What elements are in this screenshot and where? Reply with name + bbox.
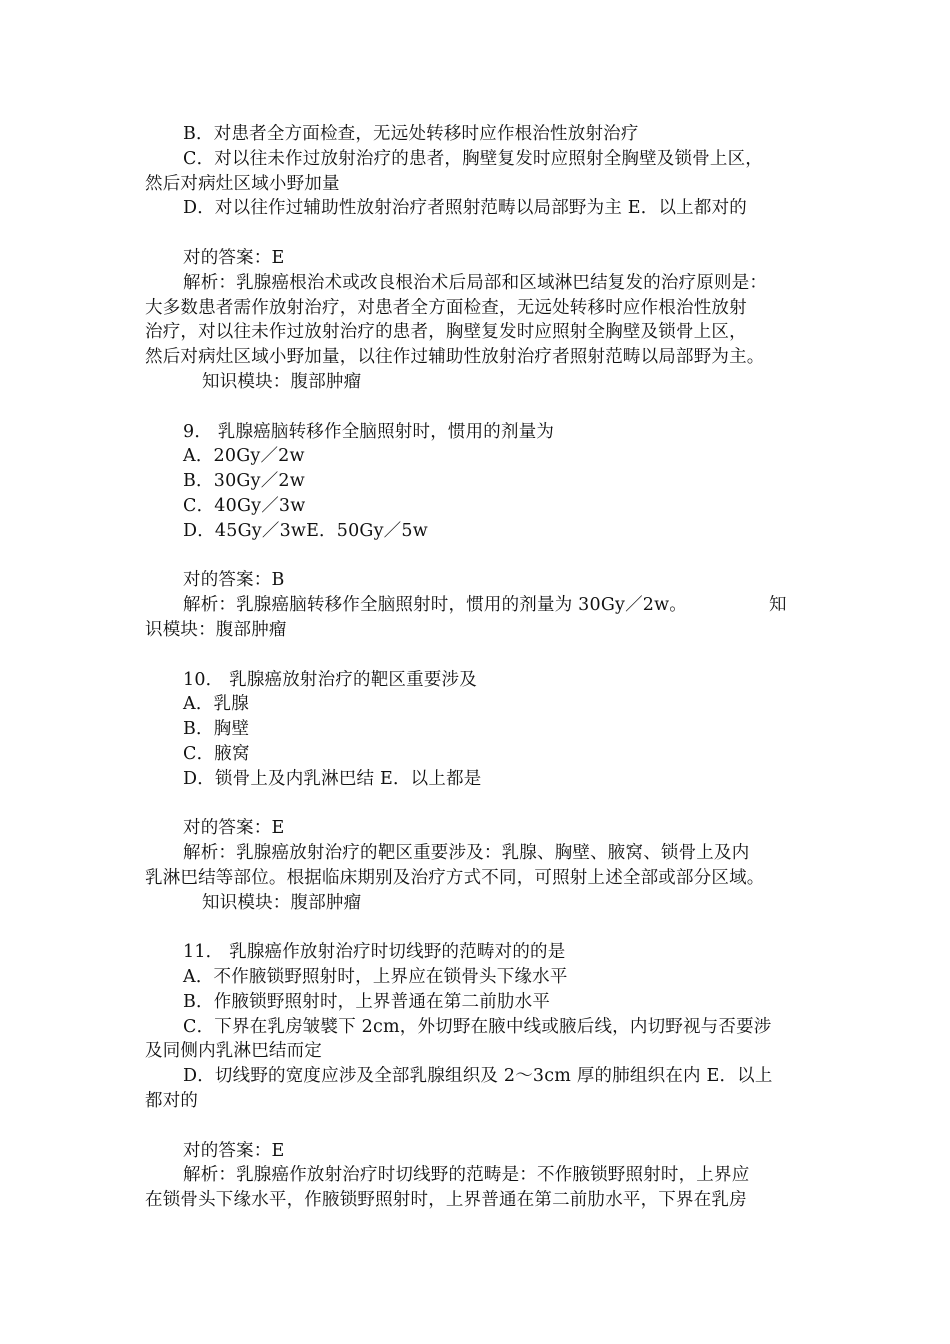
knowledge-module-line: 识模块：腹部肿瘤 xyxy=(145,619,287,640)
question-10-line: 10． 乳腺癌放射治疗的靶区重要涉及 xyxy=(183,669,477,690)
option-d-e-line: D．切线野的宽度应涉及全部乳腺组织及 2～3cm 厚的肺组织在内 E．以上 xyxy=(183,1066,773,1087)
question-9-line: 9． 乳腺癌脑转移作全脑照射时，惯用的剂量为 xyxy=(183,421,555,442)
analysis-line xyxy=(145,593,827,618)
analysis-continuation-line: 治疗，对以往未作过放射治疗的患者，胸壁复发时应照射全胸壁及锁骨上区， xyxy=(145,322,747,343)
option-c-line: C．腋窝 xyxy=(183,743,250,764)
option-c-continuation-line: 然后对病灶区域小野加量 xyxy=(145,173,340,194)
blank-line xyxy=(145,916,827,941)
analysis-line: 解析：乳腺癌放射治疗的靶区重要涉及：乳腺、胸壁、腋窝、锁骨上及内 xyxy=(183,843,750,864)
knowledge-module-line: 知识模块：腹部肿瘤 xyxy=(202,892,362,913)
option-c-line: C．40Gy／3w xyxy=(183,495,306,516)
blank-line xyxy=(145,792,827,817)
option-a-line: A．20Gy／2w xyxy=(183,446,305,467)
option-a-line: A．乳腺 xyxy=(183,694,249,715)
answer-line: 对的答案：B xyxy=(183,570,285,591)
option-b-line: B．30Gy／2w xyxy=(183,471,305,492)
analysis-text: 解析：乳腺癌脑转移作全脑照射时，惯用的剂量为 30Gy／2w。 xyxy=(183,595,688,616)
document-body xyxy=(145,122,827,1213)
blank-line xyxy=(145,1114,827,1139)
analysis-line: 解析：乳腺癌根治术或改良根治术后局部和区域淋巴结复发的治疗原则是： xyxy=(183,272,768,293)
option-a-line: A．不作腋锁野照射时，上界应在锁骨头下缘水平 xyxy=(183,967,568,988)
blank-line xyxy=(145,544,827,569)
option-b-line: B．对患者全方面检查，无远处转移时应作根治性放射治疗 xyxy=(183,124,639,144)
answer-line: 对的答案：E xyxy=(183,1140,285,1161)
knowledge-module-prefix: 知 xyxy=(769,595,787,616)
blank-line xyxy=(145,643,827,668)
blank-line xyxy=(145,221,827,246)
analysis-continuation-line: 乳淋巴结等部位。根据临床期别及治疗方式不同，可照射上述全部或部分区域。 xyxy=(145,867,765,888)
analysis-continuation-line: 大多数患者需作放射治疗，对患者全方面检查，无远处转移时应作根治性放射 xyxy=(145,297,747,318)
option-c-line: C．对以往未作过放射治疗的患者，胸壁复发时应照射全胸壁及锁骨上区， xyxy=(183,148,763,169)
option-d-e-line: D．45Gy／3wE．50Gy／5w xyxy=(183,520,428,541)
blank-line xyxy=(145,395,827,420)
analysis-continuation-line: 然后对病灶区域小野加量，以往作过辅助性放射治疗者照射范畴以局部野为主。 xyxy=(145,347,765,368)
option-c-continuation-line: 及同侧内乳淋巴结而定 xyxy=(145,1041,322,1062)
option-d-e-continuation-line: 都对的 xyxy=(145,1091,199,1112)
analysis-line: 解析：乳腺癌作放射治疗时切线野的范畴是：不作腋锁野照射时，上界应 xyxy=(183,1165,750,1186)
knowledge-module-line: 知识模块：腹部肿瘤 xyxy=(202,371,362,392)
option-b-line: B．作腋锁野照射时，上界普通在第二前肋水平 xyxy=(183,991,551,1012)
option-d-e-line: D．锁骨上及内乳淋巴结 E．以上都是 xyxy=(183,768,482,789)
option-d-e-line: D．对以往作过辅助性放射治疗者照射范畴以局部野为主 E．以上都对的 xyxy=(183,198,747,219)
option-b-line: B．胸壁 xyxy=(183,719,250,740)
analysis-continuation-line: 在锁骨头下缘水平，作腋锁野照射时，上界普通在第二前肋水平，下界在乳房 xyxy=(145,1190,747,1211)
option-c-line: C．下界在乳房皱襞下 2cm，外切野在腋中线或腋后线，内切野视与否要涉 xyxy=(183,1016,772,1037)
question-11-line: 11． 乳腺癌作放射治疗时切线野的范畴对的的是 xyxy=(183,942,566,963)
answer-line: 对的答案：E xyxy=(183,247,285,268)
answer-line: 对的答案：E xyxy=(183,818,285,839)
